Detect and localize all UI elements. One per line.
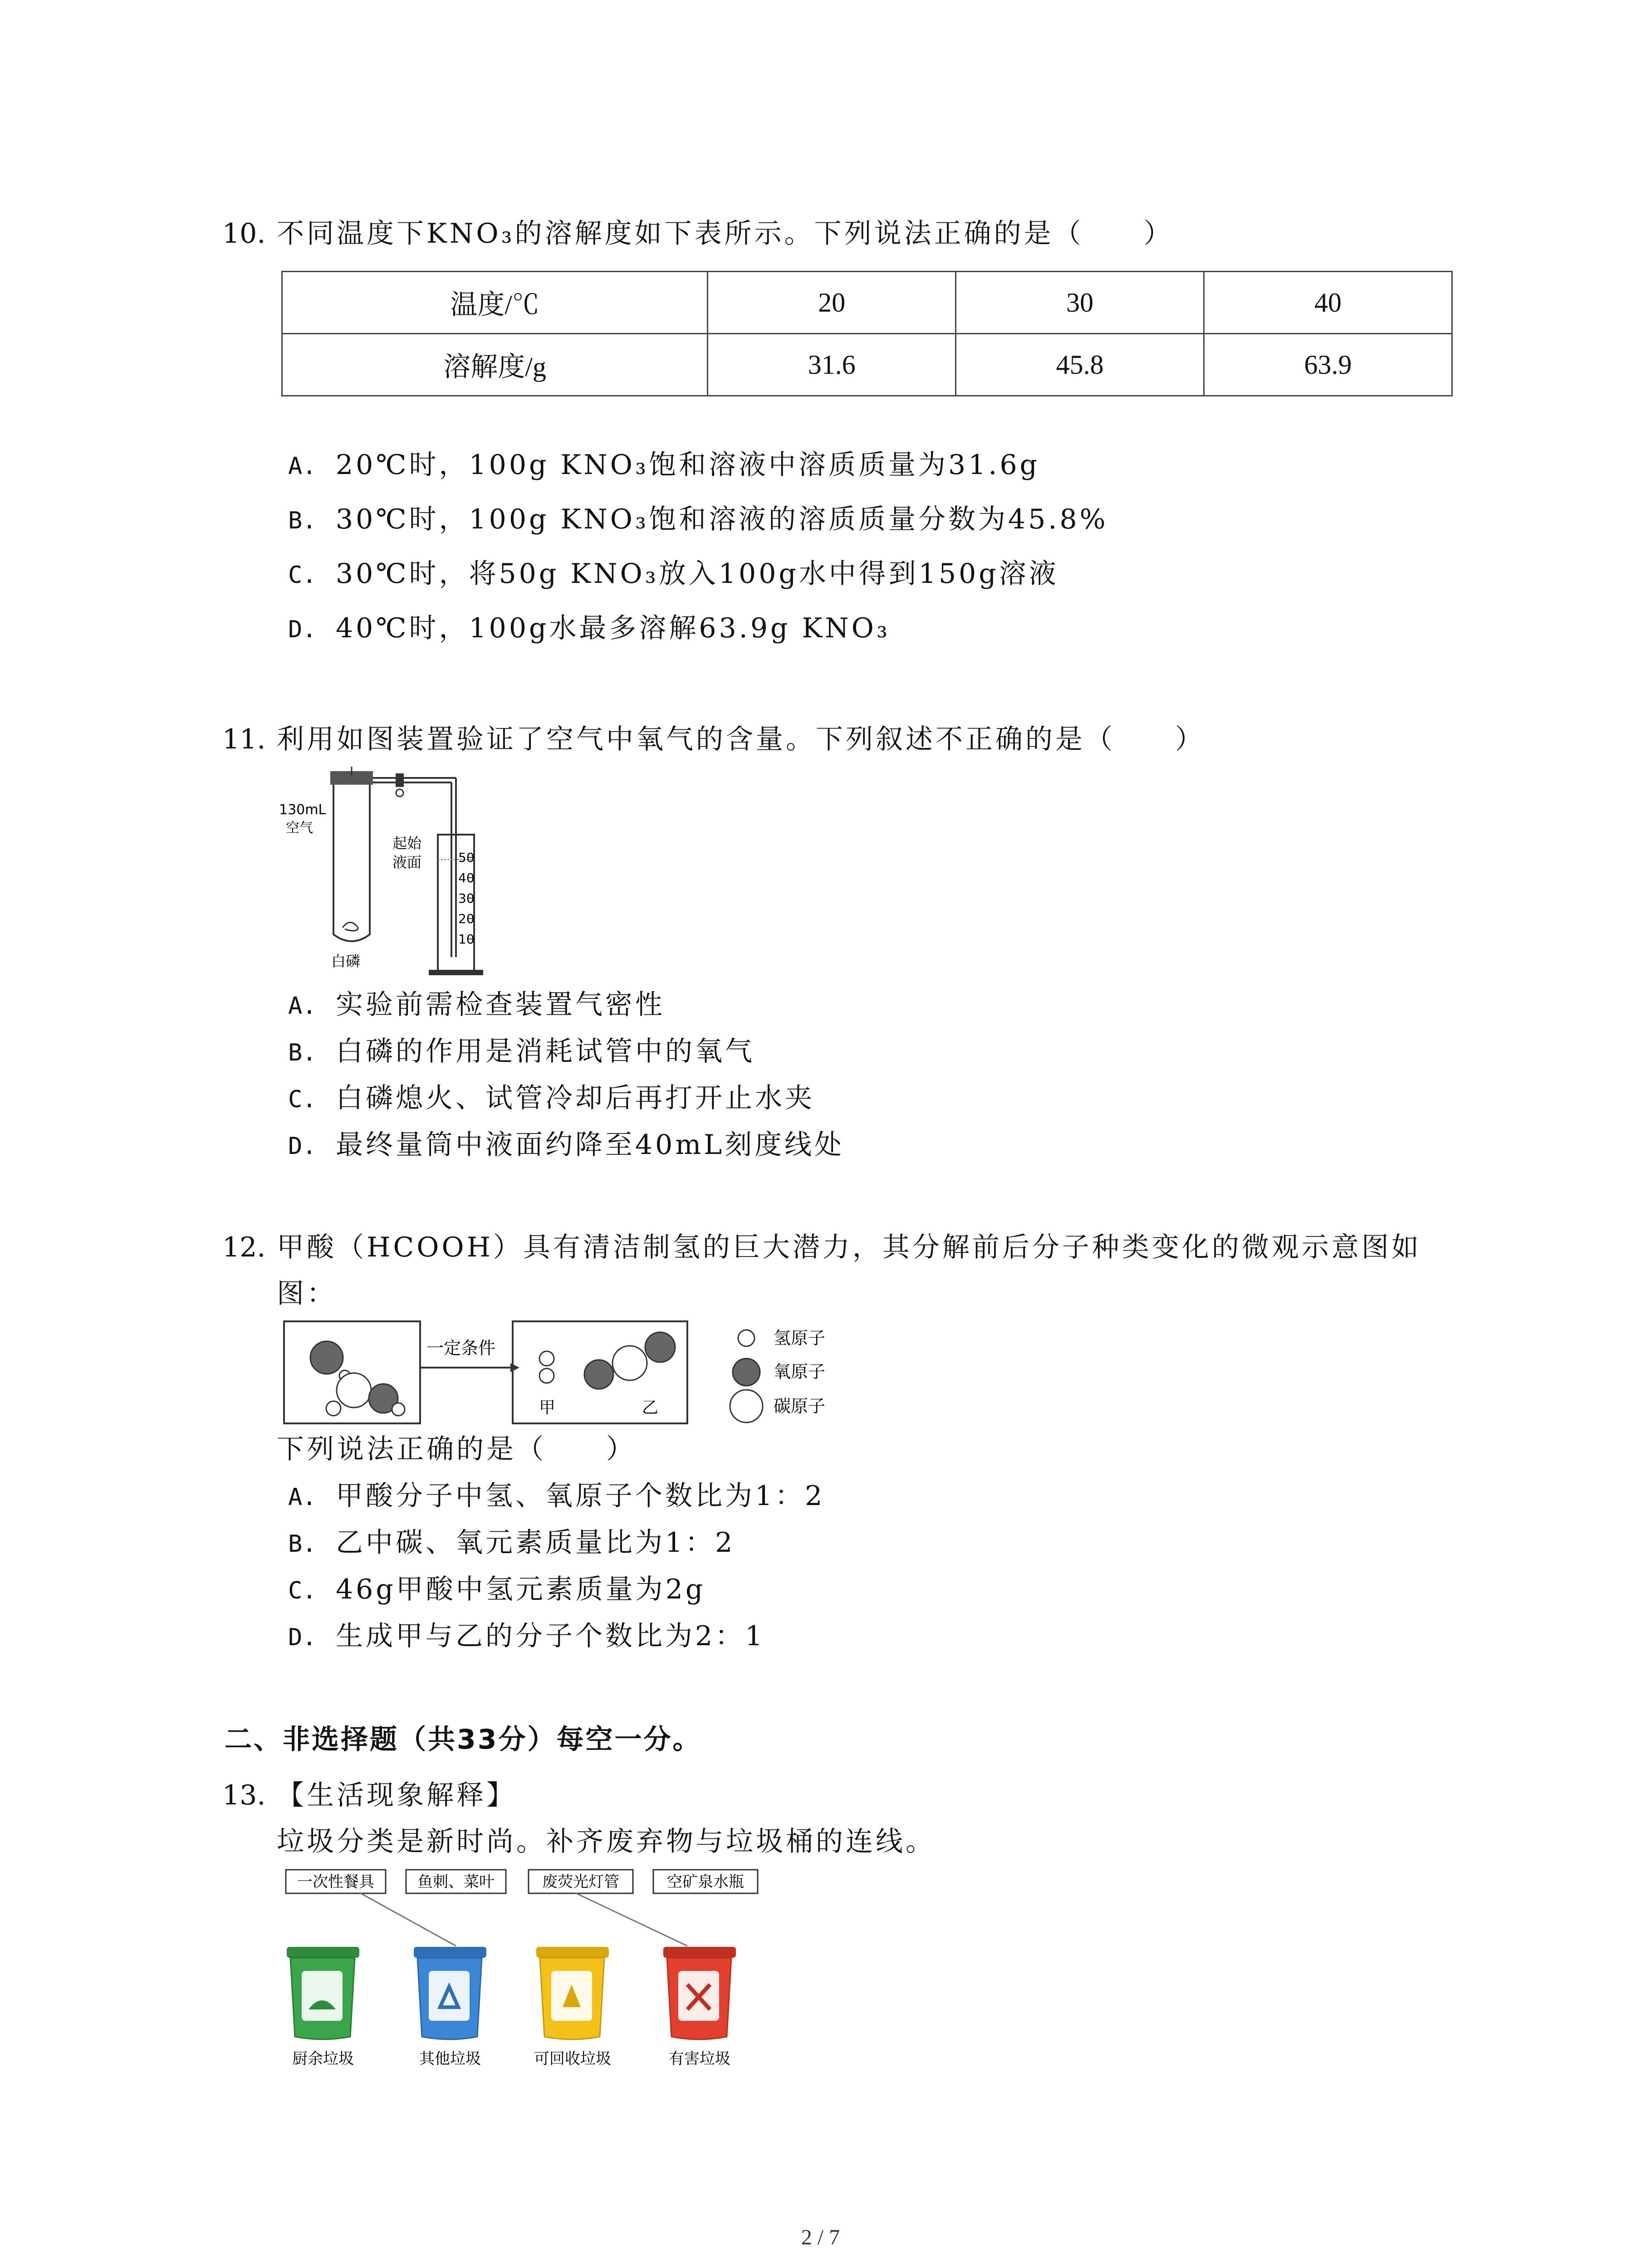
q11-option-d[interactable]: [288, 1127, 844, 1164]
option-text: 20℃时，100g KNO₃饱和溶液中溶质质量为31.6g: [336, 449, 1040, 481]
table-row: [282, 272, 1452, 334]
bin-label: 可回收垃圾: [534, 2050, 611, 2068]
q11-option-b[interactable]: [288, 1033, 755, 1071]
q10-option-a[interactable]: [288, 447, 1040, 484]
item-label: 空矿泉水瓶: [667, 1873, 744, 1891]
section-2-title: 二、非选择题（共33分）每空一分。: [225, 1724, 702, 1755]
option-text: 46g甲酸中氢元素质量为2g: [336, 1574, 706, 1605]
q13-number: 13.: [222, 1779, 266, 1811]
connection-line: [361, 1893, 456, 1946]
item-label: 鱼刺、菜叶: [417, 1873, 495, 1891]
bin-lid: [414, 1947, 486, 1958]
start-level-label: 起始: [392, 835, 422, 852]
phosphorus-label: 白磷: [331, 953, 361, 970]
product-b-label: 乙: [642, 1398, 659, 1417]
q12-option-d[interactable]: [288, 1618, 765, 1656]
option-key: A.: [288, 1484, 317, 1511]
q12-option-c[interactable]: [288, 1571, 705, 1609]
table-cell: 温度/℃: [282, 272, 708, 334]
item-label: 废荧光灯管: [542, 1873, 619, 1891]
option-key: C.: [288, 1577, 317, 1604]
legend-hydrogen: 氢原子: [774, 1328, 826, 1348]
air-volume-label: 130mL: [279, 802, 326, 818]
option-text: 30℃时，将50g KNO₃放入100g水中得到150g溶液: [336, 558, 1059, 590]
q11-option-a[interactable]: [288, 987, 665, 1024]
q12-option-b[interactable]: [288, 1525, 735, 1562]
table-cell: 40: [1204, 272, 1452, 334]
q11-number: 11.: [222, 723, 266, 755]
bin-kitchen: [287, 1947, 359, 2068]
option-key: B.: [288, 1530, 317, 1558]
q12-stem-line1: [222, 1229, 1421, 1266]
bin-label: 厨余垃圾: [292, 2050, 354, 2068]
bin-hazardous: [663, 1947, 736, 2068]
scale-label: 10: [458, 932, 475, 947]
bin-label: 有害垃圾: [669, 2050, 730, 2068]
table-cell: 30: [956, 272, 1204, 334]
test-tube-icon: [333, 785, 370, 941]
option-text: 生成甲与乙的分子个数比为2：1: [336, 1620, 765, 1652]
legend-carbon: 碳原子: [774, 1396, 826, 1416]
white-phosphorus-icon: [343, 923, 358, 931]
option-key: D.: [288, 616, 317, 643]
option-key: C.: [288, 562, 317, 589]
q11-option-c[interactable]: [288, 1080, 815, 1118]
option-key: A.: [288, 992, 317, 1020]
table-cell: 31.6: [708, 334, 956, 396]
product-a-label: 甲: [539, 1398, 556, 1417]
option-text: 白磷的作用是消耗试管中的氧气: [336, 1036, 755, 1067]
q13-title-line: [222, 1777, 516, 1813]
table-cell: 45.8: [956, 334, 1204, 396]
scale-label: 50: [458, 850, 475, 865]
q10-stem: [222, 215, 1174, 252]
arrow-label: 一定条件: [426, 1338, 496, 1358]
option-text: 30℃时，100g KNO₃饱和溶液的溶质质量分数为45.8%: [336, 503, 1108, 535]
option-key: B.: [288, 507, 317, 534]
q13-stem: 垃圾分类是新时尚。补齐废弃物与垃圾桶的连线。: [277, 1826, 936, 1857]
solubility-table: [281, 271, 1453, 396]
q10-number: 10.: [222, 218, 266, 249]
option-text: 甲酸分子中氢、氧原子个数比为1：2: [336, 1480, 825, 1512]
option-key: D.: [288, 1133, 317, 1160]
option-key: D.: [288, 1624, 317, 1651]
item-label: 一次性餐具: [297, 1873, 374, 1891]
oxygen-atom-icon: [733, 1359, 760, 1386]
hydrogen-atom-icon: [738, 1330, 754, 1346]
table-row: [282, 334, 1452, 396]
q11-stem: [222, 721, 1205, 758]
table-cell: 溶解度/g: [282, 334, 708, 396]
formic-acid-decomposition-figure: [281, 1318, 844, 1431]
connection-line: [576, 1893, 687, 1946]
air-label: 空气: [286, 820, 313, 836]
q10-option-d[interactable]: [288, 610, 890, 648]
option-key: A.: [288, 453, 317, 480]
table-cell: 20: [708, 272, 956, 334]
bin-lid: [287, 1947, 359, 1958]
q10-stem-text: 不同温度下KNO₃的溶解度如下表所示。下列说法正确的是（ ）: [277, 218, 1174, 249]
q12-stem-text: 甲酸（HCOOH）具有清洁制氢的巨大潜力，其分解前后分子种类变化的微观示意图如: [277, 1232, 1421, 1263]
q12-option-a[interactable]: [288, 1478, 825, 1515]
option-text: 40℃时，100g水最多溶解63.9g KNO₃: [336, 612, 891, 644]
bin-lid: [536, 1947, 609, 1958]
option-text: 乙中碳、氧元素质量比为1：2: [336, 1527, 735, 1559]
option-key: C.: [288, 1086, 317, 1113]
table-cell: 63.9: [1204, 334, 1452, 396]
option-text: 最终量筒中液面约降至40mL刻度线处: [336, 1129, 845, 1161]
option-text: 实验前需检查装置气密性: [336, 989, 665, 1021]
oxygen-apparatus-figure: [277, 767, 513, 993]
q10-option-b[interactable]: [288, 501, 1108, 539]
scale-label: 20: [458, 911, 475, 926]
q13-title: 【生活现象解释】: [277, 1779, 516, 1811]
bin-lid: [663, 1947, 736, 1958]
q12-stem-line2: 图：: [277, 1278, 337, 1310]
carbon-atom-icon: [730, 1390, 763, 1422]
legend-oxygen: 氧原子: [774, 1362, 826, 1382]
option-key: B.: [288, 1039, 317, 1066]
bin-recyclable: [534, 1947, 611, 2068]
q12-question: 下列说法正确的是（ ）: [277, 1433, 636, 1465]
q10-option-c[interactable]: [288, 556, 1059, 593]
bin-other: [414, 1947, 486, 2068]
q12-number: 12.: [222, 1232, 266, 1263]
q11-stem-text: 利用如图装置验证了空气中氧气的含量。下列叙述不正确的是（ ）: [277, 723, 1205, 755]
bin-label: 其他垃圾: [419, 2050, 481, 2068]
start-level-label: 液面: [392, 854, 422, 871]
page-number: 2 / 7: [801, 2225, 840, 2249]
scale-label: 40: [458, 870, 475, 885]
clamp-icon: [396, 773, 404, 787]
garbage-sorting-figure: [277, 1864, 776, 2100]
option-text: 白磷熄火、试管冷却后再打开止水夹: [336, 1082, 815, 1114]
scale-label: 30: [458, 891, 475, 906]
